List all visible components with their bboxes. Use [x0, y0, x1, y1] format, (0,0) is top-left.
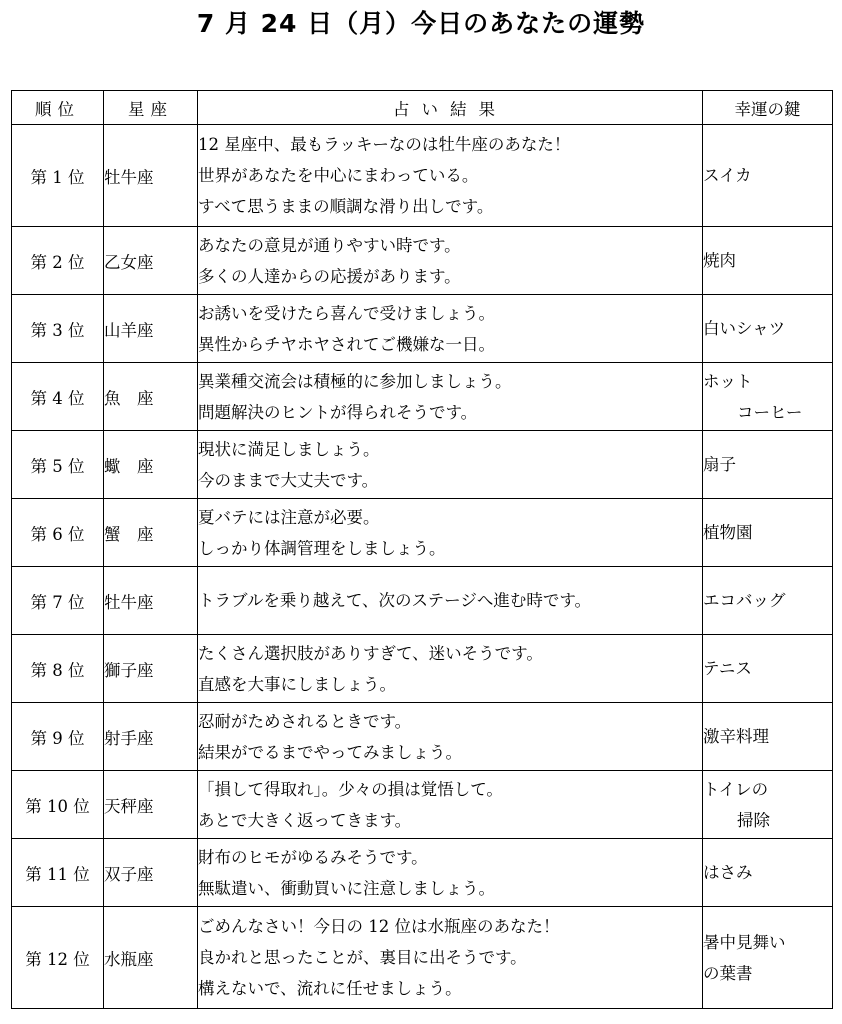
header-rank: 順位 [12, 91, 104, 125]
lucky-key-cell [703, 907, 833, 1009]
table-row [12, 499, 833, 567]
result-line: 結果がでるまでやってみましょう。 [198, 742, 462, 762]
lucky-key-line: 植物園 [703, 523, 753, 542]
fortune-table [11, 90, 833, 1009]
result-cell [198, 295, 703, 363]
table-row [12, 431, 833, 499]
rank-cell: 第 7 位 [12, 567, 104, 635]
lucky-key-line: の葉書 [703, 963, 753, 983]
sign-cell: 水瓶座 [104, 907, 198, 1009]
sign-cell: 魚 座 [104, 363, 198, 431]
result-line: 良かれと思ったことが、裏目に出そうです。 [198, 948, 527, 967]
sign-cell: 山羊座 [104, 295, 198, 363]
table-row [12, 907, 833, 1009]
rank-cell: 第 5 位 [12, 431, 104, 499]
lucky-key-cell [703, 703, 833, 771]
lucky-key-cell [703, 227, 833, 295]
result-cell [198, 227, 703, 295]
result-line: すべて思うままの順調な滑り出しです。 [198, 197, 494, 216]
lucky-key-line: 激辛料理 [703, 727, 769, 746]
result-line: 問題解決のヒントが得られそうです。 [198, 402, 478, 422]
result-line: 今のままで大丈夫です。 [198, 470, 379, 490]
lucky-key-line: ホット [703, 371, 753, 391]
result-line: 現状に満足しましょう。 [198, 439, 380, 459]
lucky-key-cell [703, 499, 833, 567]
table-row [12, 839, 833, 907]
result-line: たくさん選択肢がありすぎて、迷いそうです。 [198, 643, 543, 663]
table-row [12, 125, 833, 227]
sign-cell: 蠍 座 [104, 431, 198, 499]
result-line: 世界があなたを中心にまわっている。 [198, 166, 479, 185]
result-line: 無駄遣い、衝動買いに注意しましょう。 [198, 878, 495, 898]
result-cell [198, 499, 703, 567]
rank-cell: 第 1 位 [12, 125, 104, 227]
result-line: 異性からチヤホヤされてご機嫌な一日。 [198, 334, 495, 354]
result-cell [198, 907, 703, 1009]
rank-cell: 第 11 位 [12, 839, 104, 907]
page-title: 7 月 24 日（月）今日のあなたの運勢 [196, 9, 646, 38]
result-line: ごめんなさい！今日の 12 位は水瓶座のあなた！ [198, 917, 560, 936]
header-sign: 星座 [104, 91, 198, 125]
result-cell [198, 635, 703, 703]
rank-cell: 第 4 位 [12, 363, 104, 431]
lucky-key-line: 扇子 [703, 455, 736, 474]
sign-cell: 乙女座 [104, 227, 198, 295]
result-line: 忍耐がためされるときです。 [198, 711, 412, 731]
rank-cell: 第 12 位 [12, 907, 104, 1009]
table-row [12, 227, 833, 295]
sign-cell: 天秤座 [104, 771, 198, 839]
rank-cell: 第 3 位 [12, 295, 104, 363]
result-cell [198, 771, 703, 839]
lucky-key-line: 焼肉 [703, 251, 736, 270]
result-line: お誘いを受けたら喜んで受けましょう。 [198, 303, 495, 323]
result-line: 財布のヒモがゆるみそうです。 [198, 847, 428, 867]
result-cell [198, 431, 703, 499]
lucky-key-cell [703, 295, 833, 363]
result-line: あなたの意見が通りやすい時です。 [198, 235, 461, 255]
lucky-key-line: トイレの [703, 779, 769, 799]
table-row [12, 771, 833, 839]
lucky-key-line: 掃除 [737, 810, 770, 830]
sign-cell: 獅子座 [104, 635, 198, 703]
lucky-key-line: 暑中見舞い [703, 932, 786, 952]
result-line: 12 星座中、最もラッキーなのは牡牛座のあなた！ [198, 135, 571, 154]
result-cell [198, 839, 703, 907]
lucky-key-line: スイカ [703, 166, 752, 185]
table-row [12, 295, 833, 363]
rank-cell: 第 2 位 [12, 227, 104, 295]
table-header-row [12, 91, 833, 125]
table-row [12, 703, 833, 771]
lucky-key-cell [703, 839, 833, 907]
result-line: トラブルを乗り越えて、次のステージへ進む時です。 [198, 591, 592, 610]
result-line: 夏バテには注意が必要。 [198, 507, 380, 527]
rank-cell: 第 8 位 [12, 635, 104, 703]
sign-cell: 牡牛座 [104, 567, 198, 635]
lucky-key-line: エコバッグ [703, 591, 786, 610]
header-result: 占い結果 [198, 91, 703, 125]
result-cell [198, 363, 703, 431]
result-line: 構えないで、流れに任せましょう。 [198, 979, 462, 998]
result-line: 直感を大事にしましょう。 [198, 674, 396, 694]
sign-cell: 牡牛座 [104, 125, 198, 227]
lucky-key-line: 白いシャツ [703, 319, 786, 338]
lucky-key-cell [703, 771, 833, 839]
table-row [12, 635, 833, 703]
result-cell [198, 567, 703, 635]
sign-cell: 射手座 [104, 703, 198, 771]
lucky-key-cell [703, 635, 833, 703]
result-line: しっかり体調管理をしましょう。 [198, 538, 446, 558]
lucky-key-line: コーヒー [737, 402, 803, 422]
lucky-key-cell [703, 363, 833, 431]
sign-cell: 双子座 [104, 839, 198, 907]
result-line: 「損して得取れ」。少々の損は覚悟して。 [198, 779, 503, 799]
lucky-key-cell [703, 567, 833, 635]
lucky-key-cell [703, 125, 833, 227]
header-key: 幸運の鍵 [703, 91, 833, 125]
table-row [12, 567, 833, 635]
lucky-key-line: はさみ [703, 863, 753, 882]
rank-cell: 第 6 位 [12, 499, 104, 567]
result-cell [198, 125, 703, 227]
rank-cell: 第 9 位 [12, 703, 104, 771]
result-line: 多くの人達からの応援があります。 [198, 266, 461, 286]
lucky-key-cell [703, 431, 833, 499]
table-row [12, 363, 833, 431]
rank-cell: 第 10 位 [12, 771, 104, 839]
lucky-key-line: テニス [703, 659, 752, 678]
result-cell [198, 703, 703, 771]
result-line: 異業種交流会は積極的に参加しましょう。 [198, 371, 512, 391]
result-line: あとで大きく返ってきます。 [198, 810, 412, 830]
sign-cell: 蟹 座 [104, 499, 198, 567]
